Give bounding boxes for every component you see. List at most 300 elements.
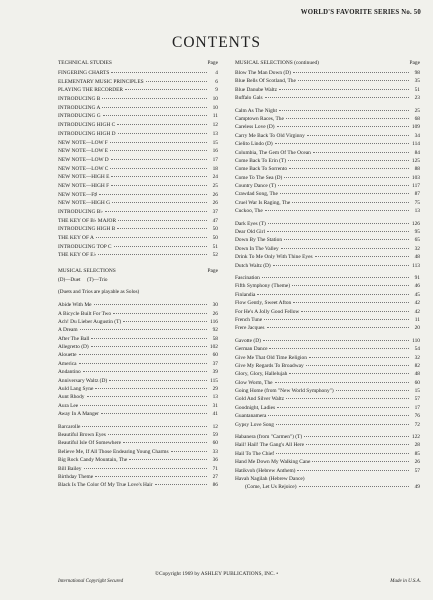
dot-leader [109, 380, 207, 381]
dot-leader [99, 194, 207, 195]
dot-leader [293, 302, 409, 303]
entry-page-number: 36 [212, 457, 218, 464]
entry-page-number: 42 [414, 308, 420, 315]
dot-leader [117, 124, 207, 125]
toc-entry [58, 234, 218, 243]
selections-group-a [58, 301, 218, 418]
dot-leader [110, 150, 207, 151]
entry-title: Hand Me Down My Walking Cane [235, 459, 311, 466]
dot-leader [98, 254, 207, 255]
toc-entry [58, 139, 218, 148]
dot-leader [304, 436, 409, 437]
dot-leader [273, 265, 409, 266]
entry-title: Cielito Lindo (D) [235, 141, 273, 148]
dot-leader [257, 294, 409, 295]
toc-entry [235, 316, 420, 324]
entry-page-number: 52 [212, 252, 218, 259]
entry-page-number: 10 [212, 104, 218, 111]
entry-title: Come Back To Erin (T) [235, 157, 287, 164]
entry-page-number: 20 [414, 325, 420, 332]
entry-title: Beautiful Isle Of Somewhere [58, 440, 122, 447]
toc-entry [235, 387, 420, 395]
toc-entry [235, 274, 420, 282]
entry-page-number: 34 [414, 132, 420, 139]
toc-entry [235, 94, 420, 102]
toc-entry [58, 95, 218, 104]
toc-entry [58, 473, 218, 481]
entry-page-number: 17 [212, 156, 218, 163]
toc-entry [235, 395, 420, 403]
dot-leader [279, 89, 409, 90]
toc-entry [235, 86, 420, 94]
toc-entry [235, 69, 420, 77]
entry-title: Blue Bells Of Scotland, The [235, 78, 296, 85]
dot-leader [289, 168, 409, 169]
entry-page-number: 11 [212, 113, 218, 120]
dot-leader [91, 346, 207, 347]
dot-leader [306, 365, 409, 366]
dot-leader [267, 231, 409, 232]
toc-entry-two-line [235, 475, 420, 492]
entry-page-number: 42 [414, 300, 420, 307]
entry-title: Frere Jacques [235, 325, 265, 332]
toc-entry [58, 217, 218, 226]
toc-entry [235, 404, 420, 412]
entry-page-number: 51 [212, 243, 218, 250]
entry-page-number: 91 [414, 274, 420, 281]
toc-entry [58, 326, 218, 334]
dot-leader [267, 327, 410, 328]
entry-page-number: 39 [212, 369, 218, 376]
dot-leader [263, 340, 409, 341]
toc-entry [235, 299, 420, 307]
toc-entry [58, 69, 218, 78]
dot-leader [268, 223, 409, 224]
entry-title: Hatikvoh (Hebrew Anthem) [235, 467, 296, 474]
entry-title: Gypsy Love Song [235, 421, 274, 428]
entry-title: Believe Me, If All Those Endearing Young Charms [58, 448, 169, 455]
dot-leader [110, 142, 207, 143]
dot-leader [118, 133, 208, 134]
dot-leader [112, 202, 207, 203]
dot-leader [293, 72, 409, 73]
toc-entry [58, 431, 218, 439]
entry-page-number: 35 [414, 78, 420, 85]
entry-page-number: 32 [414, 245, 420, 252]
entry-page-number: 98 [414, 70, 420, 76]
entry-page-number: 88 [414, 166, 420, 173]
toc-entry [235, 245, 420, 253]
dot-leader [83, 371, 207, 372]
entry-page-number: 25 [212, 182, 218, 189]
toc-entry [58, 78, 218, 87]
toc-entry [58, 360, 218, 368]
entry-page-number: 102 [209, 344, 218, 351]
entry-title: Glow Worm, The [235, 379, 273, 386]
entry-title: Barcarolle [58, 423, 81, 430]
dot-leader [95, 388, 207, 389]
dot-leader [313, 152, 409, 153]
entry-title: Dear Old Girl [235, 229, 265, 236]
toc-entry [58, 318, 218, 326]
entry-page-number: 16 [212, 148, 218, 155]
entry-title: Hail To The Chief [235, 450, 275, 457]
toc-entry [58, 310, 218, 318]
entry-title: INTRODUCING B♭ [58, 209, 103, 215]
dot-leader [299, 486, 410, 487]
entry-title: Glory, Glory, Hallelujah [235, 371, 288, 378]
toc-entry [58, 465, 218, 473]
entry-page-number: 50 [212, 226, 218, 233]
entry-title: ELEMENTARY MUSIC PRINCIPLES [58, 78, 144, 85]
dot-leader [91, 338, 207, 339]
entry-page-number: 72 [414, 421, 420, 428]
entry-title: Finlandia [235, 291, 256, 298]
entry-page-number: 47 [212, 217, 218, 224]
toc-entry [235, 291, 420, 299]
dot-leader [80, 329, 207, 330]
entry-title: Columbia, The Gem Of The Ocean [235, 149, 311, 156]
entry-page-number: 115 [210, 377, 218, 384]
entry-title: Abide With Me [58, 302, 92, 309]
toc-entry [58, 147, 218, 156]
entry-title: INTRODUCING HIGH C [58, 122, 116, 129]
entry-title: Going Home (from "New World Symphony") [235, 388, 334, 395]
entry-page-number: 60 [414, 379, 420, 386]
entry-page-number: 25 [414, 107, 420, 114]
entry-title: INTRODUCING A [58, 104, 101, 111]
toc-entry [235, 483, 420, 491]
dot-leader [125, 89, 207, 90]
entry-page-number: 50 [212, 235, 218, 242]
toc-entry [235, 207, 420, 215]
toc-entry [235, 308, 420, 316]
toc-entry [235, 345, 420, 353]
entry-title: Carry Me Back To Old Virginny [235, 132, 305, 139]
entry-page-number: 26 [212, 191, 218, 198]
dot-leader [111, 176, 207, 177]
entry-title: Down In The Valley [235, 245, 279, 252]
entry-page-number: 45 [414, 291, 420, 298]
dot-leader [306, 444, 409, 445]
entry-page-number: 41 [212, 411, 218, 418]
entry-title: INTRODUCING HIGH B [58, 226, 116, 233]
toc-entry [58, 423, 218, 431]
toc-entry [235, 253, 420, 261]
dot-leader [146, 81, 207, 82]
entry-subtitle: (Come, Let Us Rejoice) [245, 484, 297, 491]
technical-studies-heading [58, 60, 218, 69]
dot-leader [284, 177, 409, 178]
entry-page-number: 31 [212, 402, 218, 409]
dot-leader [87, 396, 207, 397]
toc-entry [235, 467, 420, 475]
entry-page-number: 13 [212, 394, 218, 401]
entry-title: NEW NOTE—HIGH G [58, 200, 111, 207]
toc-entry [58, 182, 218, 191]
entry-title: Aura Lee [58, 402, 79, 409]
selections-letter-group [235, 433, 420, 492]
entry-page-number: 46 [414, 283, 420, 290]
entry-page-number: 84 [414, 149, 420, 156]
dot-leader [102, 98, 207, 99]
international-copyright: International Copyright Secured [58, 579, 124, 584]
entry-page-number: 82 [414, 362, 420, 369]
dot-leader [265, 210, 409, 211]
entry-title: NEW NOTE—LOW D [58, 156, 109, 163]
entry-page-number: 49 [414, 484, 420, 491]
entry-title: Crawdad Song, The [235, 191, 278, 198]
entry-title: Black Is The Color Of My True Love's Hair [58, 482, 153, 489]
dot-leader [155, 484, 207, 485]
dot-leader [307, 135, 409, 136]
toc-entry [58, 104, 218, 113]
entry-title: Gavotte (D) [235, 337, 261, 344]
entry-title: Goodnight, Ladies [235, 404, 276, 411]
toc-entry [235, 132, 420, 140]
dot-leader [114, 246, 207, 247]
dot-leader [84, 468, 207, 469]
toc-entry [58, 343, 218, 351]
right-column [235, 60, 420, 492]
entry-title: NEW NOTE—LOW E [58, 148, 109, 155]
dot-leader [277, 407, 409, 408]
selections-continued-list [235, 69, 420, 492]
dot-leader [297, 470, 409, 471]
toc-entry [58, 251, 218, 260]
entry-title: NEW NOTE—F♯ [58, 191, 97, 198]
entry-page-number: 11 [414, 316, 420, 323]
entry-title: Blow The Man Down (D) [235, 70, 291, 76]
dot-leader [82, 426, 207, 427]
section-title: TECHNICAL STUDIES [58, 60, 112, 66]
entry-title: Calm As The Night [235, 107, 277, 114]
entry-page-number: 26 [414, 459, 420, 466]
dot-leader [277, 126, 409, 127]
dot-leader [171, 451, 207, 452]
toc-entry [235, 370, 420, 378]
toc-entry [58, 199, 218, 208]
entry-page-number: 76 [414, 413, 420, 420]
dot-leader [292, 285, 409, 286]
dot-leader [275, 382, 409, 383]
selections-letter-group [235, 337, 420, 429]
toc-entry [235, 190, 420, 198]
dot-leader [123, 321, 207, 322]
dot-leader [118, 220, 207, 221]
dot-leader [80, 405, 207, 406]
entry-page-number: 122 [411, 434, 420, 441]
dot-leader [268, 415, 409, 416]
entry-page-number: 24 [212, 174, 218, 181]
dot-leader [96, 237, 207, 238]
playable-note: (Duets and Trios are playable as Solos) [58, 289, 140, 296]
entry-page-number: 85 [414, 450, 420, 457]
entry-page-number: 65 [414, 237, 420, 244]
entry-title: Havah Nagilah (Hebrew Dance) [235, 475, 305, 482]
copyright-notice: ©Copyright 1969 by ASHLEY PUBLICATIONS, INC. • [154, 571, 279, 577]
toc-entry [235, 362, 420, 370]
dot-leader [286, 118, 409, 119]
toc-entry [235, 174, 420, 182]
entry-page-number: 6 [215, 78, 218, 85]
toc-entry [235, 115, 420, 123]
entry-page-number: 33 [212, 448, 218, 455]
entry-title: Buffalo Gals [235, 95, 263, 102]
entry-page-number: 27 [212, 473, 218, 480]
entry-page-number: 54 [414, 346, 420, 353]
toc-entry [235, 433, 420, 441]
selections-group-b [58, 423, 218, 490]
entry-page-number: 87 [414, 191, 420, 198]
entry-title: For He's A Jolly Good Fellow [235, 308, 300, 315]
toc-entry [235, 157, 420, 165]
entry-title: PLAYING THE RECORDER [58, 87, 123, 94]
duet-trio-legend: (D)—Duet (T)—Trio [58, 277, 108, 284]
entry-title: THE KEY OF B♭ MAJOR [58, 217, 117, 224]
entry-title: Gold And Silver Waltz [235, 396, 285, 403]
entry-title: After The Ball [58, 335, 90, 342]
entry-page-number: 37 [212, 209, 218, 215]
entry-title: INTRODUCING B [58, 96, 101, 103]
entry-page-number: 48 [414, 371, 420, 378]
toc-entry [235, 282, 420, 290]
toc-entry [235, 165, 420, 173]
entry-title: Dutch Waltz (D) [235, 262, 271, 269]
dot-leader [276, 424, 409, 425]
entry-title: Auld Lang Syne [58, 386, 94, 393]
toc-entry [58, 121, 218, 130]
dot-leader [103, 115, 207, 116]
entry-title: Fascination [235, 274, 260, 281]
entry-page-number: 57 [414, 467, 420, 474]
entry-page-number: 114 [412, 141, 420, 148]
section-title: MUSICAL SELECTIONS (continued) [235, 60, 319, 66]
entry-title: Camptown Races, The [235, 115, 284, 122]
entry-page-number: 86 [212, 482, 218, 489]
entry-title: Come Back To Sorrento [235, 166, 288, 173]
toc-entry [235, 182, 420, 190]
toc-entry [58, 130, 218, 139]
entry-title: German Dance [235, 346, 268, 353]
entry-title: Hail! Hail! The Gang's All Here [235, 442, 304, 449]
toc-entry [58, 208, 218, 217]
toc-entry [58, 112, 218, 121]
entry-page-number: 116 [210, 318, 218, 325]
entry-page-number: 15 [212, 139, 218, 146]
toc-entry [235, 337, 420, 345]
toc-entry [58, 225, 218, 234]
entry-page-number: 75 [414, 199, 420, 206]
entry-title: Careless Love (D) [235, 124, 275, 131]
dot-leader [281, 248, 409, 249]
entry-page-number: 4 [215, 70, 218, 76]
dot-leader [276, 453, 409, 454]
dot-leader [108, 434, 207, 435]
entry-page-number: 9 [215, 87, 218, 94]
dot-leader [298, 80, 409, 81]
dot-leader [278, 185, 409, 186]
toc-entry [58, 368, 218, 376]
left-column [58, 60, 218, 490]
dot-leader [312, 461, 409, 462]
selections-letter-group [235, 274, 420, 333]
entry-title: Allegretto (D) [58, 344, 89, 351]
entry-title: THE KEY OF A [58, 235, 94, 242]
dot-leader [102, 107, 207, 108]
toc-entry [58, 439, 218, 447]
toc-entry [58, 393, 218, 401]
entry-title: A Dream [58, 327, 78, 334]
dot-leader [129, 459, 207, 460]
toc-entry [58, 156, 218, 165]
dot-leader [105, 211, 207, 212]
entry-title: Cuckoo, The [235, 208, 263, 215]
dot-leader [101, 413, 207, 414]
entry-page-number: 58 [212, 335, 218, 342]
toc-entry [235, 421, 420, 429]
musical-selections-continued-heading [235, 60, 420, 69]
entry-page-number: 26 [212, 200, 218, 207]
dot-leader [288, 160, 409, 161]
entry-page-number: 95 [414, 229, 420, 236]
toc-entry [58, 351, 218, 359]
entry-page-number: 60 [212, 440, 218, 447]
entry-title: Habanera (from "Carmen") (T) [235, 434, 303, 441]
entry-page-number: 17 [414, 404, 420, 411]
dot-leader [111, 159, 207, 160]
toc-entry [235, 107, 420, 115]
entry-page-number: 12 [212, 122, 218, 129]
page-column-label: Page [207, 60, 218, 66]
entry-title: FINGERING CHARTS [58, 70, 110, 76]
entry-title: Give Me That Old Time Religion [235, 354, 307, 361]
toc-entry [58, 191, 218, 200]
dot-leader [79, 363, 207, 364]
entry-page-number: 28 [414, 442, 420, 449]
entry-page-number: 113 [412, 262, 420, 269]
entry-title: Aunt Rhody [58, 394, 85, 401]
dot-leader [286, 398, 409, 399]
entry-page-number: 117 [412, 183, 420, 190]
entry-title: America [58, 360, 77, 367]
section-title: MUSICAL SELECTIONS [58, 268, 116, 275]
entry-title: A Bicycle Built For Two [58, 310, 112, 317]
dot-leader [79, 354, 207, 355]
toc-entry [235, 262, 420, 270]
toc-entry [235, 149, 420, 157]
entry-page-number: 126 [411, 220, 420, 227]
toc-entry [58, 481, 218, 489]
dot-leader [284, 239, 409, 240]
toc-entry [235, 412, 420, 420]
dot-leader [264, 319, 409, 320]
dot-leader [301, 311, 409, 312]
entry-title: Drink To Me Only With Thine Eyes [235, 254, 313, 261]
entry-title: Flow Gently, Sweet Afton [235, 300, 292, 307]
entry-title: Come To The Sea (D) [235, 174, 283, 181]
dot-leader [280, 193, 409, 194]
entry-page-number: 13 [212, 130, 218, 137]
dot-leader [336, 390, 409, 391]
toc-entry [58, 335, 218, 343]
entry-title: Bill Bailey [58, 465, 82, 472]
dot-leader [289, 373, 409, 374]
dot-leader [110, 168, 207, 169]
entry-title: NEW NOTE—LOW F [58, 139, 108, 146]
entry-title: Ach! Du Lieber Augustin (T) [58, 318, 122, 325]
dot-leader [117, 228, 207, 229]
